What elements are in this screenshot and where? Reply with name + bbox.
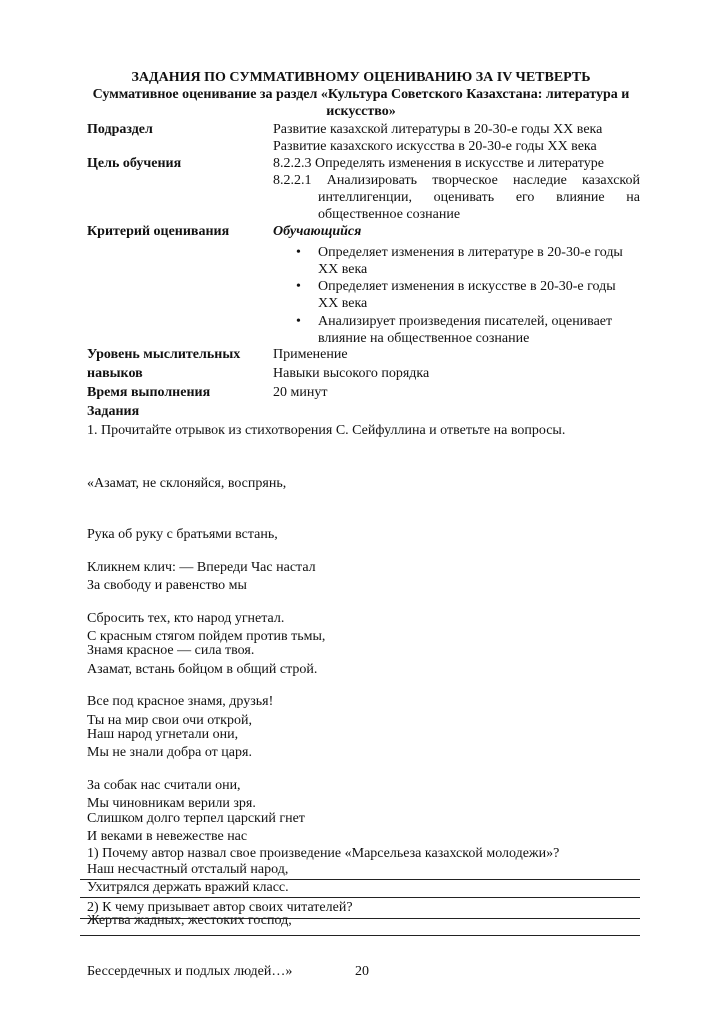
poem-line: Наш несчастный отсталый народ, bbox=[87, 862, 289, 877]
level-label-line-2: навыков bbox=[87, 366, 143, 381]
poem-stanza bbox=[87, 776, 305, 1014]
subtitle-line-2: искусство» bbox=[326, 104, 396, 119]
poem-line: За собак нас считали они, bbox=[87, 778, 241, 793]
task-1-intro: 1. Прочитайте отрывок из стихотворения С. Сейфуллина и ответьте на вопросы. bbox=[87, 423, 566, 438]
subsection-label: Подраздел bbox=[87, 122, 153, 137]
tasks-heading: Задания bbox=[87, 404, 140, 419]
criteria-label: Критерий оценивания bbox=[87, 224, 230, 239]
poem-line: Рука об руку с братьями встань, bbox=[87, 527, 278, 542]
poem-line: Ты на мир свои очи открой, bbox=[87, 713, 252, 728]
poem-line: Сбросить тех, кто народ угнетал. bbox=[87, 611, 285, 626]
poem-line: Все под красное знамя, друзья! bbox=[87, 694, 274, 709]
poem-line: Ухитрялся держать вражий класс. bbox=[87, 880, 289, 895]
criteria-item-line-2: XX века bbox=[318, 262, 368, 277]
document-title: ЗАДАНИЯ ПО СУММАТИВНОМУ ОЦЕНИВАНИЮ ЗА IV ЧЕТВЕРТЬ bbox=[131, 70, 591, 85]
criteria-item bbox=[318, 278, 640, 312]
poem-line: Мы не знали добра от царя. bbox=[87, 745, 252, 760]
poem-line: Бессердечных и подлых людей…» bbox=[87, 964, 293, 979]
goal-label: Цель обучения bbox=[87, 156, 182, 171]
goal-1: 8.2.2.3 Определять изменения в искусстве и литературе bbox=[273, 156, 604, 171]
page-number: 20 bbox=[355, 964, 369, 979]
criteria-item bbox=[318, 244, 640, 278]
answer-line[interactable] bbox=[80, 918, 640, 919]
criteria-item-line-2: влияние на общественное сознание bbox=[318, 331, 530, 346]
level-value-1: Применение bbox=[273, 347, 348, 362]
subtitle-line-1: Суммативное оценивание за раздел «Культура Советского Казахстана: литература и bbox=[92, 87, 630, 102]
answer-line[interactable] bbox=[80, 897, 640, 898]
document-subtitle bbox=[80, 86, 642, 120]
time-label: Время выполнения bbox=[87, 385, 211, 400]
poem-line: С красным стягом пойдем против тьмы, bbox=[87, 629, 326, 644]
poem-line: Азамат, встань бойцом в общий строй. bbox=[87, 662, 318, 677]
poem-line: И веками в невежестве нас bbox=[87, 829, 248, 844]
subsection-value-2: Развитие казахского искусства в 20-30-е годы XX века bbox=[273, 139, 597, 154]
level-label-line-1: Уровень мыслительных bbox=[87, 347, 241, 362]
poem-line: «Азамат, не склоняйся, воспрянь, bbox=[87, 476, 287, 491]
criteria-heading: Обучающийся bbox=[273, 224, 362, 239]
criteria-item-line-1: Определяет изменения в литературе в 20-30-е годы bbox=[318, 245, 623, 260]
goal-2-line-1: 8.2.2.1 Анализировать творческое наследие казахской bbox=[273, 173, 640, 188]
poem-line: За свободу и равенство мы bbox=[87, 578, 247, 593]
bullet-icon: • bbox=[296, 245, 301, 260]
goal-2-line-2: интеллигенции, оценивать его влияние на bbox=[318, 190, 640, 205]
poem-line: Слишком долго терпел царский гнет bbox=[87, 811, 305, 826]
criteria-item-line-1: Анализирует произведения писателей, оценивает bbox=[318, 314, 613, 329]
goal-2-line-3: общественное сознание bbox=[318, 207, 461, 222]
subsection-value-1: Развитие казахской литературы в 20-30-е годы XX века bbox=[273, 122, 603, 137]
poem-line: Жертва жадных, жестоких господ, bbox=[87, 913, 292, 928]
level-value-2: Навыки высокого порядка bbox=[273, 366, 430, 381]
bullet-icon: • bbox=[296, 279, 301, 294]
poem-line: Наш народ угнетали они, bbox=[87, 727, 239, 742]
question-1: 1) Почему автор назвал свое произведение «Марсельеза казахской молодежи»? bbox=[87, 846, 560, 861]
poem-line: Кликнем клич: — Впереди Час настал bbox=[87, 560, 316, 575]
time-value: 20 минут bbox=[273, 385, 328, 400]
bullet-icon: • bbox=[296, 314, 301, 329]
criteria-item-line-2: XX века bbox=[318, 296, 368, 311]
poem-line: Знамя красное — сила твоя. bbox=[87, 643, 255, 658]
answer-line[interactable] bbox=[80, 935, 640, 936]
criteria-item-line-1: Определяет изменения в искусстве в 20-30-е годы bbox=[318, 279, 616, 294]
question-2: 2) К чему призывает автор своих читателей? bbox=[87, 900, 353, 915]
answer-line[interactable] bbox=[80, 879, 640, 880]
criteria-item bbox=[318, 313, 640, 347]
poem-line: Мы чиновникам верили зря. bbox=[87, 796, 256, 811]
